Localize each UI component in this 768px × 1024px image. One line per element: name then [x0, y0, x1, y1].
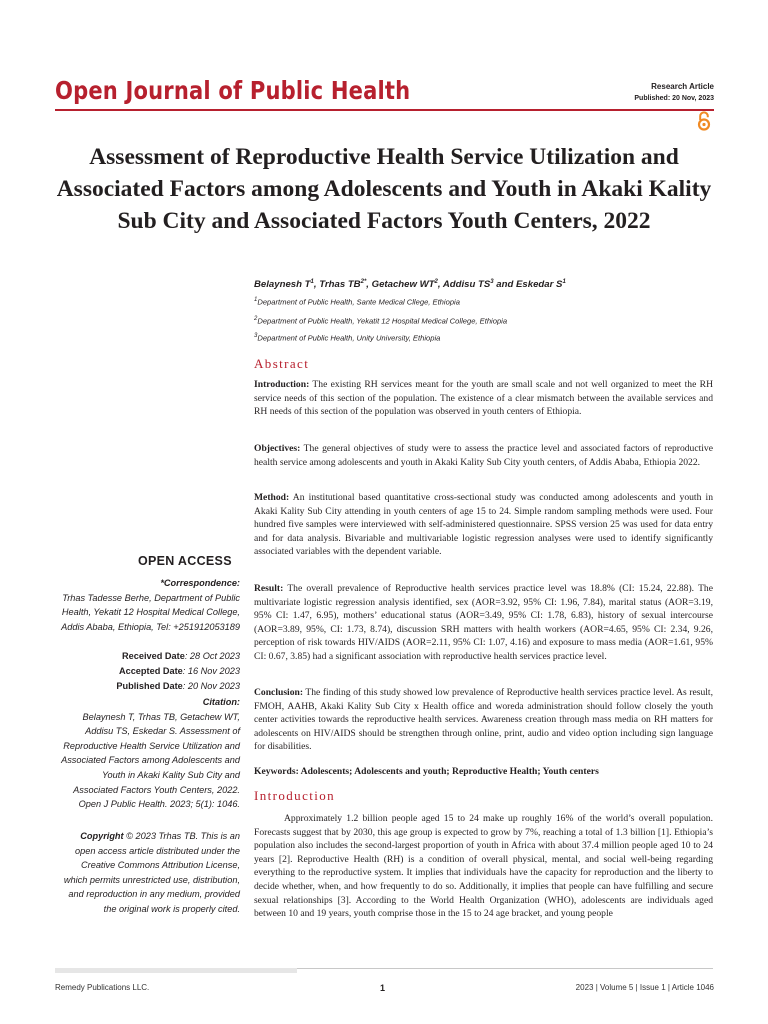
copyright-block: Copyright © 2023 Trhas TB. This is an open access article distributed under the Creative Commons Attribution License, which permits unrestricted use, distribution, and reproduction in any medium, provided the original work is properly cited.	[63, 831, 240, 914]
abstract-objectives: Objectives: The general objectives of study were to assess the practice level and associated factors of reproductive health service among adolescents and youth in Akaki Kality Sub City youth centers, of Addis Ababa, Ethiopia 2022.	[254, 443, 713, 468]
affiliation-2: $^2$Department of Public Health, Yekatit 12 Hospital Medical College, Ethiopia	[254, 316, 508, 326]
abstract-introduction: Introduction: The existing RH services meant for the youth are small scale and not well organized to meet the RH service needs of this section of the population. The existence of a clear mismatch between the available services and RH needs of this section of the population was observed in youth centers of Ethiopia.	[254, 379, 713, 418]
affiliation-1: $^1$Department of Public Health, Sante Medical Cllege, Ethiopia	[254, 297, 460, 307]
abstract-heading: Abstract	[254, 356, 310, 371]
keywords: Keywords: Adolescents; Adolescents and youth; Reproductive Health; Youth centers	[254, 766, 599, 777]
page-number: 1	[380, 983, 386, 993]
article-type: Research Article	[651, 82, 714, 91]
introduction-body: Approximately 1.2 billion people aged 15 to 24 make up roughly 16% of the world’s overall population. Forecasts suggest that by 2030, this age group is expected to grow by 7%, reaching a total of 1.3 billion [1]. Ethiopia’s population also includes the second-largest proportion of youth in Africa with about 37.4 million people aged 10 to 24 years [2]. Reproductive Health (RH) is a condition of overall physical, mental, and social well-being regarding everything to the reproductive system. It implies that individuals have the capacity for reproduction and the liberty to decide whether, when, and how frequently to do so. Additionally, it implies that people can have fulfilling and secure sexual relationships [3]. According to the World Health Organization (WHO), adolescents are individuals aged between 10 and 19 years, youth comprise those in the 15 to 24 age bracket, and young people	[254, 813, 713, 920]
correspondence-block	[58, 576, 240, 634]
citation-block	[58, 695, 240, 812]
correspondence-label: *Correspondence:	[160, 578, 240, 588]
header-published-date: Published: 20 Nov, 2023	[634, 95, 714, 102]
open-access-label: OPEN ACCESS	[138, 554, 232, 568]
footer-publisher: Remedy Publications LLC.	[55, 983, 150, 992]
affiliation-3: $^3$Department of Public Health, Unity University, Ethiopia	[254, 333, 441, 343]
introduction-heading: Introduction	[254, 788, 336, 803]
header-divider	[55, 109, 714, 111]
paper-title: Assessment of Reproductive Health Service Utilization and Associated Factors among Adolescents and Youth in Akaki Kality Sub City and Associated Factors Youth Centers, 2022	[56, 144, 712, 234]
footer-bar	[55, 968, 297, 973]
footer-issue-info: 2023 | Volume 5 | Issue 1 | Article 1046	[575, 983, 714, 992]
open-access-lock-icon	[697, 111, 711, 131]
published-date: Published Date: 20 Nov 2023	[116, 681, 240, 691]
abstract-method: Method: An institutional based quantitative cross-sectional study was conducted among adolescents and youth in Akaki Kality Sub City attending in youth centers of age 15 to 24. Simple random sampling methods were used. Four hundred five samples were interviewed with self-administered questionnaire. SPSS version 25 was used for data entry and for data analysis. Bivariable and multivariable logistic regression analyses were used to identify significantly associated variables with the dependent variable.	[254, 492, 713, 558]
accepted-date: Accepted Date: 16 Nov 2023	[118, 666, 240, 676]
citation-label: Citation:	[202, 697, 240, 707]
journal-name: Open Journal of Public Health	[55, 76, 411, 105]
abstract-conclusion: Conclusion: The finding of this study showed low prevalence of Reproductive health services practice level. As result, FMOH, AAHB, Akaki Kality Sub City x Health office and woreda administration should follow closely the youth center activities towards the reproductive health services. Awareness creation through mass media on RH matters for adolescents on HIV/AIDS should be strengthen through online, print, audio and video option including sign language for disabilities.	[254, 687, 713, 753]
correspondence-text: Trhas Tadesse Berhe, Department of Public Health, Yekatit 12 Hospital Medical College, Addis Ababa, Ethiopia, Tel: +251912053189	[61, 592, 240, 632]
author-list: Belaynesh $T^1$, Trhas $TB^{2*}$, Getachew $WT^2$, Addisu $TS^3$ and Eskedar $S^1$	[254, 279, 566, 291]
received-date: Received Date: 28 Oct 2023	[122, 651, 240, 661]
citation-text: Belaynesh T, Trhas TB, Getachew WT, Addisu TS, Eskedar S. Assessment of Reproductive Health Service Utilization and Associated Factors among Adolescents and Youth in Akaki Kality Sub City and Associated Factors Youth Centers, 2022. Open J Public Health. 2023; 5(1): 1046.	[61, 711, 240, 810]
abstract-result: Result: The overall prevalence of Reproductive health services practice level was 18.8% (CI: 15.24, 22.88). The multivariate logistic regression analysis identified, sex (AOR=3.92, 95% CI: 1.96, 7.84), marital status (AOR=3.19, 95% CI: 1.47, 6.95), mothers’ educational status (AOR=3.49, 95% CI: 1.78, 6.83), history of sexual intercourse (AOR=3.89, 95%, CI: 1.73, 8.74), discussion SRH matters with health workers (AOR=4.65, 95% CI: 2.34, 9.26, perception of risk towards HIV/AIDS (AOR=2.11, 95% CI: 1.07, 4.16) and exposure to mass media (AOR=1.61, 95% CI: 0.67, 3.85) had a significant association with reproductive health services practice level.	[254, 583, 713, 662]
